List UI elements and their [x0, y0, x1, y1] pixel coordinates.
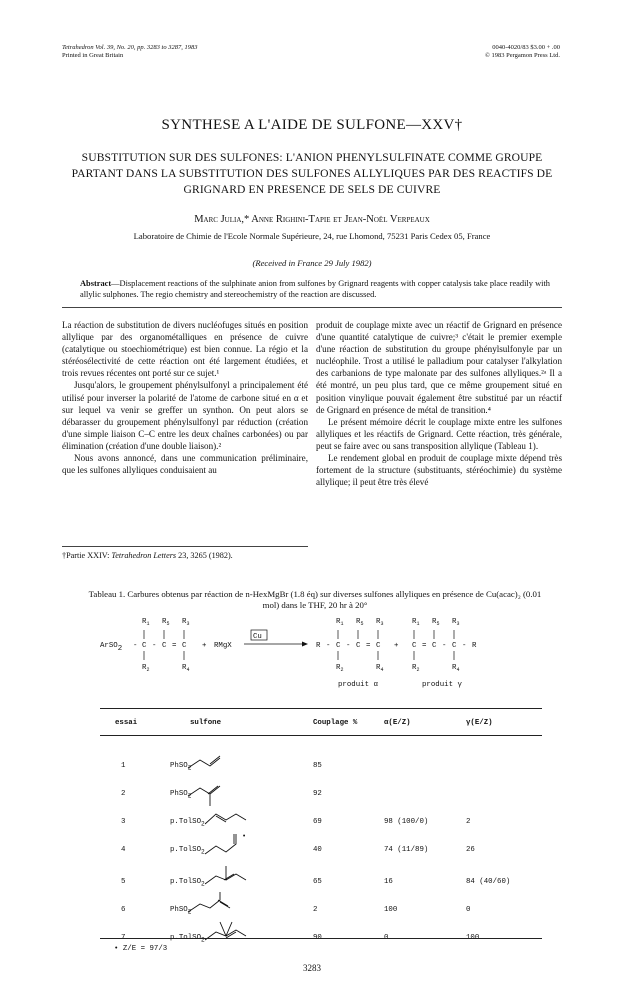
table-note: • Z/E = 97/3	[114, 945, 168, 953]
copyright: © 1983 Pergamon Press Ltd.	[484, 52, 560, 59]
paragraph: produit de couplage mixte avec un réactif de Grignard en présence d'une quantité catalytique de cuivre;³ c'était le premier exemple d'une réaction de substitution du groupe phénylsulfonyle par un nucléophile. Trost a utilisé le palladium pour catalyser l'alkylation des carbanions de type malonate par des sulfones allyliques.²ᵃ Il a été montré, un peu plus tard, que ce même groupement situé en position vinylique pouvait également être substitué par un réactif de Grignard en présence de métal de transition.⁴	[316, 320, 562, 415]
carbon: C	[182, 642, 187, 650]
sulfone-label: p.TolSO$_2$	[170, 878, 205, 888]
svg-text:R4: $R_4$	[376, 664, 384, 673]
table-rule-top	[100, 708, 542, 709]
table-row: 2 PhSO$_2$ 92	[0, 780, 624, 808]
sulfone-label: p.TolSO$_2$	[170, 846, 205, 856]
svg-text:R1: $R_1$	[336, 618, 344, 627]
table-row: 7 p.TolSO$_2$ 90 0 100	[0, 924, 624, 952]
double-bond: =	[172, 642, 177, 650]
footnote-mark: †Partie XXIV:	[62, 551, 112, 560]
sulfone-structure	[160, 746, 250, 776]
table-rule-header	[100, 735, 542, 736]
article-code: 0040-4020/83 $3.00 + .00	[492, 44, 560, 51]
table-row: 6 PhSO$_2$ 2 100 0	[0, 896, 624, 924]
carbon: C	[162, 642, 167, 650]
paper-subtitle: SUBSTITUTION SUR DES SULFONES: L'ANION PHENYLSULFINATE COMME GROUPE PARTANT DANS LA SUBSTITUTION DES SULFONES ALLYLIQUES PAR DES REACTIFS DE GRIGNARD EN PRESENCE DE SELS DE CUIVRE	[71, 151, 553, 196]
sulfone-structure	[160, 830, 250, 864]
page-number: 3283	[303, 963, 321, 973]
svg-text:-: -	[462, 642, 467, 650]
svg-text:C: C	[452, 642, 457, 650]
body-column-left	[62, 319, 308, 476]
svg-text:•: •	[242, 833, 247, 841]
sulfone-structure	[160, 918, 250, 952]
svg-text:-: -	[442, 642, 447, 650]
svg-text:R1: $R_1$	[142, 618, 150, 627]
table-row: 1 PhSO$_2$ 85	[0, 752, 624, 780]
svg-text:=: =	[422, 642, 427, 650]
sulfone-label: PhSO$_2$	[170, 906, 192, 916]
table-row: 4 p.TolSO$_2$ • 40 74 (11/89) 26	[0, 836, 624, 864]
sulfone-label: p.TolSO$_2$	[170, 934, 205, 944]
table-row: 5 p.TolSO$_2$ 65 16 84 (40/60)	[0, 868, 624, 896]
footnote-journal: Tetrahedron Letters	[111, 551, 177, 560]
catalyst-label: Cu	[253, 633, 262, 641]
product-gamma-label: produit γ	[422, 681, 462, 689]
reactant-label: ArSO2	[100, 642, 123, 653]
col-header-essai: essai	[115, 719, 138, 727]
svg-text:-: -	[346, 642, 351, 650]
abstract-rule	[62, 307, 562, 308]
reaction-scheme	[76, 614, 556, 696]
svg-text:C: C	[356, 642, 361, 650]
col-header-couplage: Couplage %	[313, 719, 358, 727]
publisher-header	[485, 44, 560, 60]
paragraph: Le présent mémoire décrit le couplage mixte entre les sulfones allyliques et les réactifs de Grignard. Cette réaction, très générale, peut se faire avec ou sans transposition allylique (Tableau 1).	[316, 416, 562, 451]
abstract-label: Abstract	[80, 279, 112, 288]
table-row: 3 p.TolSO$_2$ 69 98 (100/0) 2	[0, 808, 624, 836]
col-header-gamma: γ(E/Z)	[466, 719, 493, 727]
journal-line: Tetrahedron Vol. 39, No. 20, pp. 3283 to 3287, 1983	[62, 44, 198, 51]
svg-text:R5: $R_5$	[432, 618, 440, 627]
dash: -	[133, 642, 138, 650]
received-date: (Received in France 29 July 1982)	[252, 258, 372, 268]
table-rule-bottom	[100, 938, 542, 939]
product-alpha-label: produit α	[338, 681, 378, 689]
svg-text:R3: $R_3$	[376, 618, 384, 627]
paper-title: SYNTHESE A L'AIDE DE SULFONE—XXV†	[161, 117, 463, 133]
abstract-text: —Displacement reactions of the sulphinate anion from sulfones by Grignard reagents with copper catalysis take place readily with allylic sulphones. The regio chemistry and stereochemistry of the reaction are discussed.	[80, 279, 550, 299]
svg-text:R3: $R_3$	[182, 618, 190, 627]
svg-text:R3: $R_3$	[452, 618, 460, 627]
printed-line: Printed in Great Britain	[62, 52, 124, 59]
svg-text:R2: $R_2$	[336, 664, 344, 673]
authors: Marc Julia,* Anne Righini-Tapie et Jean-Noël Verpeaux	[194, 214, 430, 225]
svg-text:R4: $R_4$	[182, 664, 190, 673]
plus-sign: +	[202, 642, 207, 650]
svg-text:+: +	[394, 642, 399, 650]
sulfone-label: p.TolSO$_2$	[170, 818, 205, 828]
paragraph: Nous avons annoncé, dans une communication préliminaire, que les sulfones allyliques conduisaient au	[62, 453, 308, 476]
svg-text:R4: $R_4$	[452, 664, 460, 673]
body-column-right	[316, 319, 562, 488]
carbon: C	[142, 642, 147, 650]
svg-text:-: -	[152, 642, 157, 650]
svg-text:-: -	[326, 642, 331, 650]
table-caption: Tableau 1. Carbures obtenus par réaction de n-HexMgBr (1.8 éq) sur diverses sulfones allyliques en présence de Cu(acac)₂ (0.01 mol) dans le THF, 20 hr à 20°	[88, 589, 542, 610]
col-header-sulfone: sulfone	[190, 719, 222, 727]
footnote-rule	[62, 546, 308, 547]
affiliation: Laboratoire de Chimie de l'Ecole Normale Supérieure, 24, rue Lhomond, 75231 Paris Cedex 05, France	[133, 231, 491, 241]
svg-text:C: C	[412, 642, 417, 650]
svg-text:R2: $R_2$	[412, 664, 420, 673]
footnote	[62, 551, 308, 560]
paragraph: La réaction de substitution de divers nucléofuges situés en position allylique par des organométalliques en présence de cuivre (catalytique ou stoechiométrique) est bien connue. La régio et la stéréosélectivité de cette réaction ont été largement étudiées, et trois revues récentes ont porté sur ce sujet.¹	[62, 320, 308, 379]
sulfone-label: PhSO$_2$	[170, 790, 192, 800]
paragraph: Jusqu'alors, le groupement phénylsulfonyl a principalement été utilisé pour inverser la polarité de l'atome de carbone situé en α et sur lequel va venir se greffer un synthon. On peut alors se débarasser du groupement phénylsulfonyl par réduction (création d'une simple liaison C–C entre les deux chaînes carbonées) ou par élimination (création d'une double liaison).²	[62, 380, 308, 451]
svg-text:R1: $R_1$	[412, 618, 420, 627]
svg-text:C: C	[376, 642, 381, 650]
footnote-ref: 23, 3265 (1982).	[176, 551, 233, 560]
svg-text:=: =	[366, 642, 371, 650]
grignard-reagent: RMgX	[214, 642, 232, 650]
svg-text:R: R	[472, 642, 477, 650]
svg-text:R5: $R_5$	[356, 618, 364, 627]
sulfone-structure	[160, 802, 250, 832]
sulfone-label: PhSO$_2$	[170, 762, 192, 772]
journal-header	[62, 44, 197, 60]
product-r: R	[316, 642, 321, 650]
svg-text:R2: $R_2$	[142, 664, 150, 673]
paragraph: Le rendement global en produit de couplage mixte dépend très fortement de la structure (substituants, stéréochimie) du système allylique; il peut être très élevé	[316, 453, 562, 488]
abstract	[80, 278, 550, 300]
svg-text:C: C	[432, 642, 437, 650]
svg-text:C: C	[336, 642, 341, 650]
svg-text:R5: $R_5$	[162, 618, 170, 627]
col-header-alpha: α(E/Z)	[384, 719, 411, 727]
